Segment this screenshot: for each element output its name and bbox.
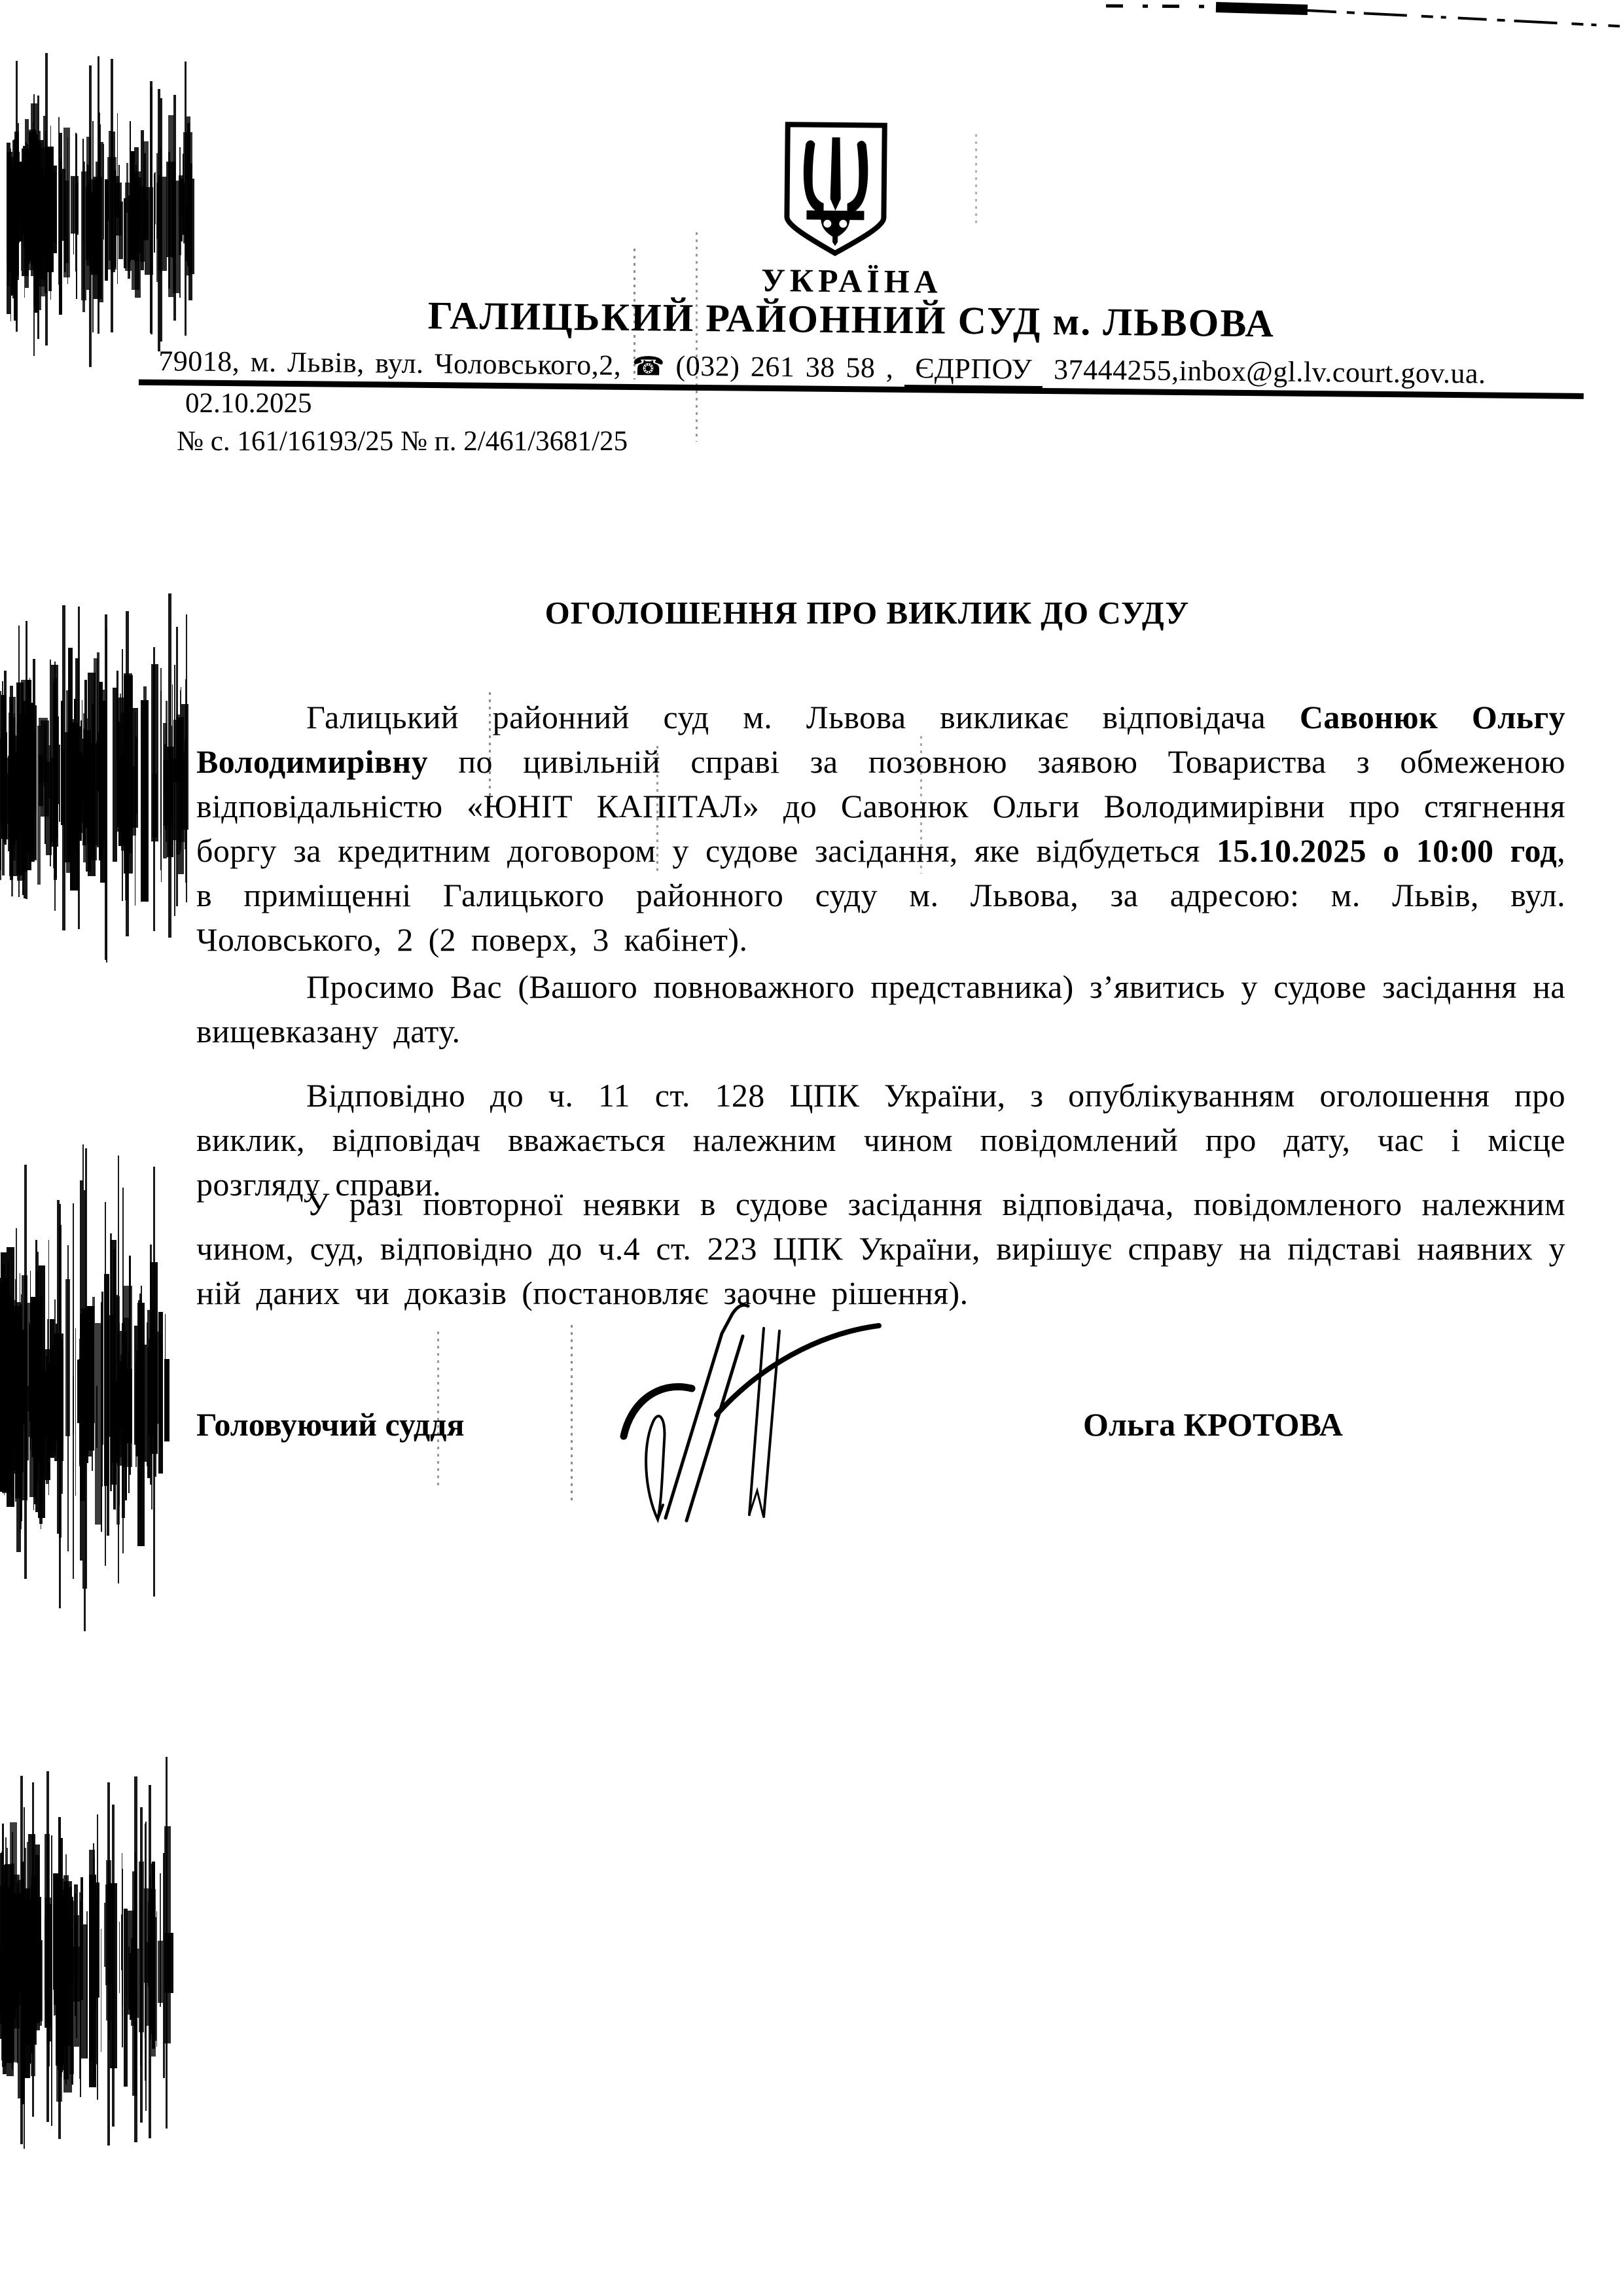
scan-smudge-spike	[51, 1835, 52, 2126]
scan-smudge-spike	[122, 649, 123, 901]
scan-smudge-spike	[174, 665, 175, 916]
scan-smudge-spike	[122, 1188, 124, 1553]
scan-smudge-spike	[134, 1776, 137, 2143]
defendant-name: Савонюк Ольгу Володимирівну	[196, 699, 1565, 780]
scan-smudge-stroke	[86, 1911, 88, 2059]
scan-smudge-stroke	[6, 1357, 7, 1434]
handwritten-signature	[592, 1276, 933, 1557]
paragraph-legal-notice-223: У разі повторної неявки в судове засідання відповідача, повідомленого належним чином, суд, відповідно до ч.4 ст. 223 ЦПК України, вирішує справу на підставі наявних у ній даних чи доказів (постановляє заочне рішення).	[196, 1186, 1565, 1311]
scan-smudge-stroke	[160, 1873, 161, 2007]
scan-smudge-spike	[153, 647, 155, 931]
scan-smudge-stroke	[129, 1256, 131, 1475]
scan-smudge-spike	[153, 1167, 155, 1597]
scan-smudge-stroke	[59, 745, 60, 822]
country-heading: УКРАЇНА	[760, 261, 943, 300]
scan-smudge-stroke	[125, 1332, 127, 1500]
scan-smudge-stroke	[15, 1344, 16, 1461]
scan-smudge-stroke	[2, 1824, 3, 2057]
scan-smudge-stroke	[41, 1271, 42, 1529]
scan-smudge-spike	[176, 627, 178, 906]
scan-smudge-stroke	[118, 734, 119, 817]
scan-smudge-stroke	[150, 1245, 152, 1485]
scan-smudge-stroke	[111, 1240, 116, 1485]
scan-smudge-spike	[73, 1203, 74, 1579]
court-name-heading: ГАЛИЦЬКИЙ РАЙОННИЙ СУД м. ЛЬВОВА	[427, 293, 1275, 345]
scan-smudge-stroke	[180, 690, 181, 850]
scan-smudge-stroke	[131, 1938, 134, 2026]
trident-base-cutout	[839, 220, 847, 228]
summons-text: Галицький районний суд м. Львова викликає відповідача	[306, 699, 1300, 735]
scan-smudge-stroke	[68, 648, 72, 858]
judge-name: Ольга КРОТОВА	[1083, 1406, 1343, 1443]
scan-smudge-stroke	[88, 673, 96, 877]
scan-smudge-spike	[46, 1771, 49, 2122]
scan-smudge-stroke	[155, 1917, 156, 2041]
scan-smudge-spike	[32, 1782, 34, 2117]
scan-smudge-stroke	[119, 1922, 120, 1993]
summons-text: по цивільній справі за позовною заявою Товариства з обмеженою відповідальністю «ЮНІТ КАПІТАЛ» до Савонюк Ольги Володимирівни про стягнення боргу за кредитним договором у судове засідання, яке відбудеться	[196, 743, 1565, 869]
scan-smudge-stroke	[101, 1929, 102, 2052]
scan-smudge-stroke	[37, 1252, 39, 1458]
scan-smudge-stroke	[11, 1298, 12, 1506]
scan-smudge-stroke	[99, 758, 102, 822]
scan-smudge-spike	[24, 1807, 25, 2149]
edrpou-number-and-email: 37444255,inbox@gl.lv.court.gov.ua.	[1043, 353, 1486, 390]
case-numbers: № с. 161/16193/25 № п. 2/461/3681/25	[177, 426, 628, 457]
scan-smudge-stroke	[141, 700, 149, 902]
scan-smudge-stroke	[122, 1869, 123, 2006]
scan-smudge-spike	[145, 1822, 147, 2110]
scan-smudge-spike	[105, 614, 107, 960]
scan-smudge-spike	[84, 1190, 86, 1631]
scan-smudge-stroke	[166, 701, 167, 842]
paragraph-legal-notice-128: Відповідно до ч. 11 ст. 128 ЦПК України, з опублікуванням оголошення про виклик, відповідач вважається належним чином повідомлений про дату, час і місце розгляду справи.	[196, 1077, 1565, 1203]
scan-smudge-spike	[67, 1245, 69, 1551]
scan-smudge-stroke	[32, 732, 37, 814]
scan-smudge-stroke	[6, 1944, 11, 2007]
scan-smudge-stroke	[4, 1330, 6, 1487]
scan-smudge-spike	[168, 593, 171, 938]
ukraine-coat-of-arms-emblem	[782, 120, 889, 260]
scan-smudge-stroke	[84, 680, 87, 827]
scan-smudge-spike	[186, 614, 188, 902]
scan-smudge-spike	[58, 1817, 62, 2139]
scan-smudge-stroke	[160, 668, 162, 835]
scan-smudge-spike	[18, 626, 20, 896]
scan-smudge-stroke	[124, 1909, 128, 2087]
scan-smudge-stroke	[151, 1909, 154, 2028]
scan-smudge-spike	[166, 1757, 168, 2128]
scan-smudge-spike	[149, 1785, 151, 2138]
scan-smudge-spike	[140, 1807, 143, 2123]
scan-smudge-spike	[57, 1200, 60, 1534]
scan-smudge-stroke	[46, 762, 52, 855]
scan-smudge-stroke	[29, 1322, 30, 1437]
scan-smudge-cluster	[0, 1842, 167, 2087]
scan-smudge-stroke	[75, 1328, 77, 1496]
scan-line-left-dashes	[1106, 6, 1216, 7]
document-title: ОГОЛОШЕННЯ ПРО ВИКЛИК ДО СУДУ	[544, 595, 1190, 631]
scan-smudge-stroke	[11, 772, 15, 841]
scan-smudge-stroke	[2, 773, 9, 824]
scan-smudge-stroke	[158, 1312, 163, 1474]
scan-line-thick-segment	[1216, 7, 1308, 10]
paragraph-request-to-appear: Просимо Вас (Вашого повноважного представника) з’явитись у судове засідання на вищевказану дату.	[196, 968, 1565, 1050]
scan-smudge-spike	[118, 1156, 119, 1583]
scan-smudge-stroke	[134, 1326, 137, 1445]
scan-smudge-stroke	[139, 1367, 141, 1431]
judge-role-label: Головуючий суддя	[196, 1406, 465, 1443]
scan-smudge-stroke	[7, 1389, 10, 1447]
scan-smudge-spike	[78, 607, 80, 929]
scan-smudge-stroke	[142, 1345, 147, 1462]
phone-number: (032) 261 38 58 ,	[664, 349, 905, 384]
paragraph-summons	[196, 695, 1565, 962]
scan-smudge-spike	[20, 1776, 23, 2144]
scan-smudge-stroke	[113, 688, 118, 862]
summons-text: , в приміщенні Галицького районного суду м. Львова, за адресою: м. Львів, вул. Чоловського, 2 (2 поверх, 3 кабінет).	[196, 832, 1566, 958]
scan-smudge-spike	[26, 621, 27, 900]
hearing-datetime: 15.10.2025 о 10:00 год	[1216, 832, 1558, 869]
scan-smudge-stroke	[35, 1855, 39, 2023]
address-text: 79018, м. Львів, вул. Чоловського,2,	[158, 345, 632, 381]
trident-base-cutout	[823, 220, 831, 228]
scan-smudge-spike	[54, 662, 56, 911]
scan-smudge-stroke	[74, 1884, 79, 1977]
edrpou-label: ЄДРПОУ	[904, 352, 1043, 389]
scan-smudge-stroke	[63, 1887, 72, 2093]
telephone-icon: ☎	[632, 351, 666, 382]
scan-smudge-spike	[105, 1202, 106, 1566]
scan-smudge-stroke	[21, 1294, 23, 1519]
scan-smudge-spike	[97, 1814, 98, 2100]
scan-smudge-spike	[112, 1805, 115, 2127]
trident-icon	[803, 137, 868, 246]
scan-smudge-stroke	[165, 1314, 166, 1439]
document-date: 02.10.2025	[185, 388, 312, 419]
scan-dotted-artifact	[571, 1325, 573, 1502]
scan-smudge-cluster	[0, 671, 187, 887]
scan-smudge-stroke	[43, 1349, 50, 1436]
scan-smudge-spike	[126, 611, 129, 936]
scan-smudge-stroke	[135, 737, 137, 814]
scan-smudge-spike	[62, 605, 65, 930]
scan-smudge-stroke	[98, 732, 99, 792]
scan-smudge-stroke	[96, 1386, 98, 1448]
scan-smudge-spike	[107, 1782, 110, 2146]
scan-smudge-cluster	[0, 1260, 167, 1521]
scan-smudge-spike	[24, 1165, 27, 1580]
scan-smudge-stroke	[101, 1302, 102, 1532]
